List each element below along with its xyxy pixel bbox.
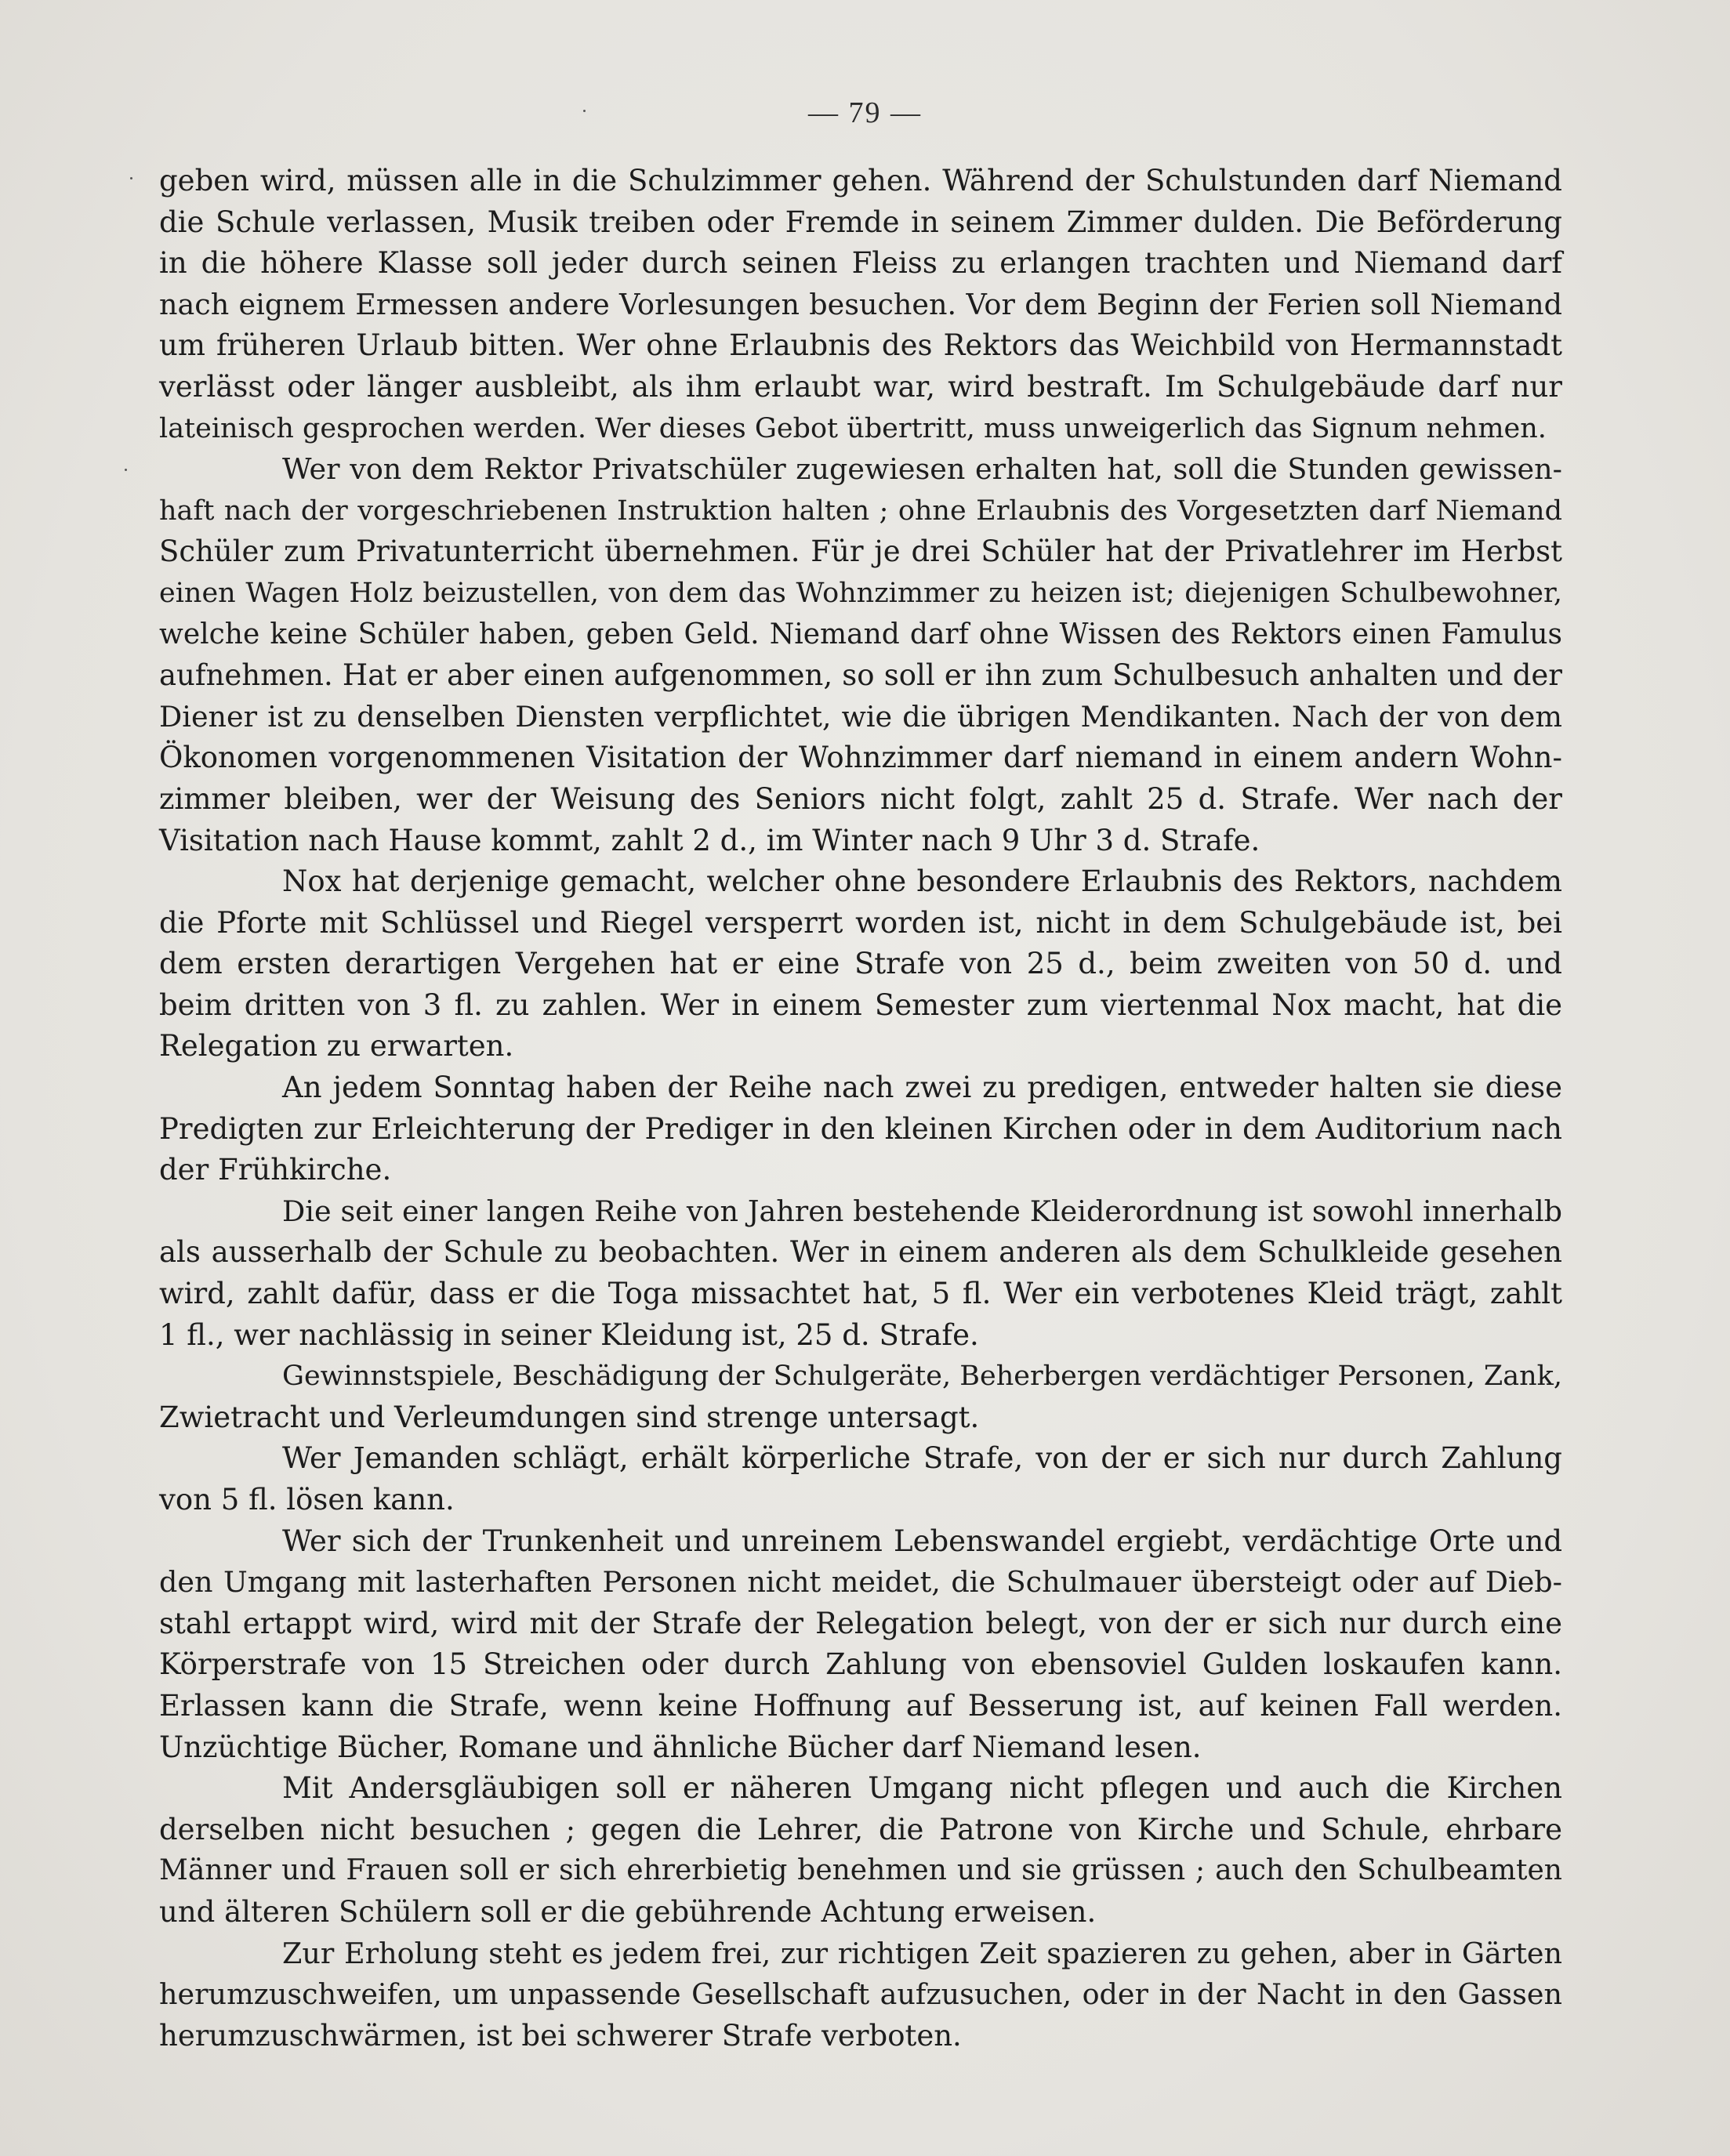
text-line: den Umgang mit lasterhaften Personen nicht meidet, die Schulmauer übersteigt oder auf Dieb-: [159, 1565, 1562, 1600]
paragraph: [159, 1521, 1562, 1769]
text-line: Visitation nach Hause kommt, zahlt 2 d., im Winter nach 9 Uhr 3 d. Strafe.: [159, 823, 1260, 857]
text-line: lateinisch gesprochen werden. Wer dieses Gebot übertritt, muss unweigerlich das Signum nehmen.: [159, 412, 1547, 444]
text-line: nach eignem Ermessen andere Vorlesungen besuchen. Vor dem Beginn der Ferien soll Niemand: [159, 287, 1562, 321]
paragraph: [159, 161, 1562, 449]
text-line: herumzuschwärmen, ist bei schwerer Strafe verboten.: [159, 2018, 962, 2053]
paragraph: [159, 861, 1562, 1067]
text-line: der Frühkirche.: [159, 1153, 392, 1187]
text-line: Unzüchtige Bücher, Romane und ähnliche Bücher darf Niemand lesen.: [159, 1730, 1202, 1764]
text-line: wird, zahlt dafür, dass er die Toga missachtet hat, 5 fl. Wer ein verbotenes Kleid trägt, zahlt: [159, 1277, 1562, 1311]
text-line: 1 fl., wer nachlässig in seiner Kleidung ist, 25 d. Strafe.: [159, 1317, 979, 1352]
text-line: die Schule verlassen, Musik treiben oder Fremde in seinem Zimmer dulden. Die Beförderung: [159, 205, 1562, 239]
page-number: — 79 —: [808, 96, 922, 129]
paragraph: [159, 1933, 1562, 2057]
text-line: Wer von dem Rektor Privatschüler zugewiesen erhalten hat, soll die Stunden gewissen-: [282, 452, 1562, 487]
text-line: Gewinnstspiele, Beschädigung der Schulgeräte, Beherbergen verdächtiger Personen, Zank,: [282, 1361, 1562, 1393]
paragraph: [159, 1067, 1562, 1191]
text-line: Diener ist zu denselben Diensten verpflichtet, wie die übrigen Mendikanten. Nach der von dem: [159, 699, 1562, 734]
text-line: Schüler zum Privatunterricht übernehmen. Für je drei Schüler hat der Privatlehrer im Herbst: [159, 534, 1562, 569]
text-line: von 5 fl. lösen kann.: [159, 1483, 455, 1516]
text-line: einen Wagen Holz beizustellen, von dem das Wohnzimmer zu heizen ist; diejenigen Schulbewohner,: [159, 577, 1562, 609]
text-line: die Pforte mit Schlüssel und Riegel versperrt worden ist, nicht in dem Schulgebäude ist, bei: [159, 905, 1562, 940]
text-line: Zwietracht und Verleumdungen sind strenge untersagt.: [159, 1400, 980, 1434]
text-line: Mit Andersgläubigen soll er näheren Umgang nicht pflegen und auch die Kirchen: [282, 1771, 1562, 1806]
text-line: Männer und Frauen soll er sich ehrerbietig benehmen und sie grüssen ; auch den Schulbeamten: [159, 1854, 1562, 1887]
text-line: in die höhere Klasse soll jeder durch seinen Fleiss zu erlangen trachten und Niemand darf: [159, 246, 1562, 281]
text-line: welche keine Schüler haben, geben Geld. Niemand darf ohne Wissen des Rektors einen Famulus: [159, 618, 1562, 650]
text-line: Relegation zu erwarten.: [159, 1029, 514, 1064]
paragraph: [159, 1191, 1562, 1356]
text-line: verlässt oder länger ausbleibt, als ihm erlaubt war, wird bestraft. Im Schulgebäude darf nur: [159, 369, 1562, 404]
print-speck: [125, 469, 127, 471]
text-line: stahl ertappt wird, wird mit der Strafe der Relegation belegt, von der er sich nur durch eine: [159, 1606, 1562, 1640]
text-line: Erlassen kann die Strafe, wenn keine Hoffnung auf Besserung ist, auf keinen Fall werden.: [159, 1688, 1562, 1723]
print-speck: [130, 177, 132, 179]
text-line: beim dritten von 3 fl. zu zahlen. Wer in einem Semester zum viertenmal Nox macht, hat die: [159, 987, 1562, 1022]
text-line: Wer Jemanden schlägt, erhält körperliche Strafe, von der er sich nur durch Zahlung: [282, 1441, 1562, 1476]
text-line: geben wird, müssen alle in die Schulzimmer gehen. Während der Schulstunden darf Niemand: [159, 164, 1562, 197]
text-line: als ausserhalb der Schule zu beobachten. Wer in einem anderen als dem Schulkleide gesehen: [159, 1235, 1562, 1270]
text-line: Zur Erholung steht es jedem frei, zur richtigen Zeit spazieren zu gehen, aber in Gärten: [282, 1936, 1562, 1970]
text-line: Predigten zur Erleichterung der Prediger in den kleinen Kirchen oder in dem Auditorium nach: [159, 1111, 1562, 1146]
text-line: Ökonomen vorgenommenen Visitation der Wohnzimmer darf niemand in einem andern Wohn-: [159, 741, 1562, 775]
text-line: um früheren Urlaub bitten. Wer ohne Erlaubnis des Rektors das Weichbild von Hermannstadt: [159, 328, 1562, 363]
paragraph: [159, 1768, 1562, 1933]
text-line: Die seit einer langen Reihe von Jahren bestehende Kleiderordnung ist sowohl innerhalb: [282, 1194, 1562, 1228]
text-line: haft nach der vorgeschriebenen Instruktion halten ; ohne Erlaubnis des Vorgesetzten darf Niemand: [159, 495, 1562, 527]
paragraph: [159, 449, 1562, 861]
paragraph: [159, 1438, 1562, 1520]
text-line: Nox hat derjenige gemacht, welcher ohne besondere Erlaubnis des Rektors, nachdem: [282, 864, 1562, 899]
body-text: [159, 161, 1562, 2056]
paragraph: [159, 1356, 1562, 1438]
text-line: dem ersten derartigen Vergehen hat er eine Strafe von 25 d., beim zweiten von 50 d. und: [159, 947, 1562, 981]
text-line: derselben nicht besuchen ; gegen die Lehrer, die Patrone von Kirche und Schule, ehrbare: [159, 1812, 1562, 1846]
text-line: aufnehmen. Hat er aber einen aufgenommen, so soll er ihn zum Schulbesuch anhalten und der: [159, 658, 1562, 693]
text-line: Körperstrafe von 15 Streichen oder durch Zahlung von ebensoviel Gulden loskaufen kann.: [159, 1647, 1562, 1682]
text-line: herumzuschweifen, um unpassende Gesellschaft aufzusuchen, oder in der Nacht in den Gassen: [159, 1977, 1562, 2012]
text-line: zimmer bleiben, wer der Weisung des Seniors nicht folgt, zahlt 25 d. Strafe. Wer nach der: [159, 781, 1562, 816]
text-line: An jedem Sonntag haben der Reihe nach zwei zu predigen, entweder halten sie diese: [282, 1071, 1562, 1105]
text-line: Wer sich der Trunkenheit und unreinem Lebenswandel ergiebt, verdächtige Orte und: [282, 1524, 1562, 1558]
text-line: und älteren Schülern soll er die gebührende Achtung erweisen.: [159, 1894, 1097, 1929]
